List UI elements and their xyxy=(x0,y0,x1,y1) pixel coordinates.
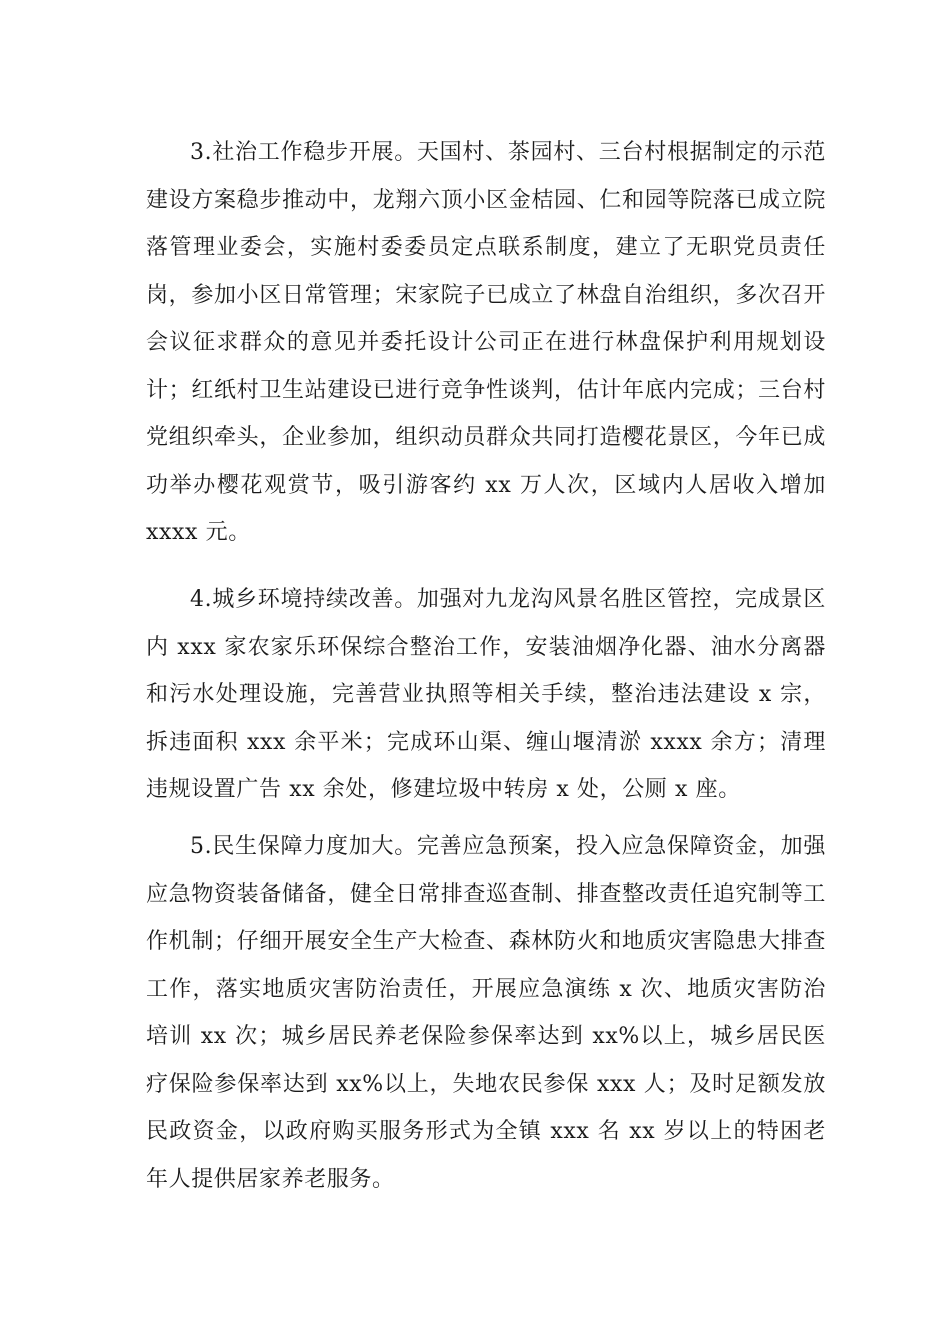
paragraph-social-governance: 3.社治工作稳步开展。天国村、茶园村、三台村根据制定的示范建设方案稳步推动中，龙翔六顶小区金桔园、仁和园等院落已成立院落管理业委会，实施村委委员定点联系制度，建立了无职党员责任岗，参加小区日常管理；宋家院子已成立了林盘自治组织，多次召开会议征求群众的意见并委托设计公司正在进行林盘保护利用规划设计；红纸村卫生站建设已进行竞争性谈判，估计年底内完成；三台村党组织牵头，企业参加，组织动员群众共同打造樱花景区，今年已成功举办樱花观赏节，吸引游客约 xx 万人次，区域内人居收入增加 xxxx 元。 xyxy=(146,140,826,545)
paragraph-urban-rural-environment: 4.城乡环境持续改善。加强对九龙沟风景名胜区管控，完成景区内 xxx 家农家乐环保综合整治工作，安装油烟净化器、油水分离器和污水处理设施，完善营业执照等相关手续，整治违法建设 x 宗，拆违面积 xxx 余平米；完成环山渠、缠山堰清淤 xxxx 余方；清理违规设置广告 xx 余处，修建垃圾中转房 x 处，公厕 x 座。 xyxy=(146,587,826,802)
paragraph-livelihood-security: 5.民生保障力度加大。完善应急预案，投入应急保障资金，加强应急物资装备储备，健全日常排查巡查制、排查整改责任追究制等工作机制；仔细开展安全生产大检查、森林防火和地质灾害隐患大排查工作，落实地质灾害防治责任，开展应急演练 x 次、地质灾害防治培训 xx 次；城乡居民养老保险参保率达到 xx%以上，城乡居民医疗保险参保率达到 xx%以上，失地农民参保 xxx 人；及时足额发放民政资金，以政府购买服务形式为全镇 xxx 名 xx 岁以上的特困老年人提供居家养老服务。 xyxy=(146,834,826,1192)
